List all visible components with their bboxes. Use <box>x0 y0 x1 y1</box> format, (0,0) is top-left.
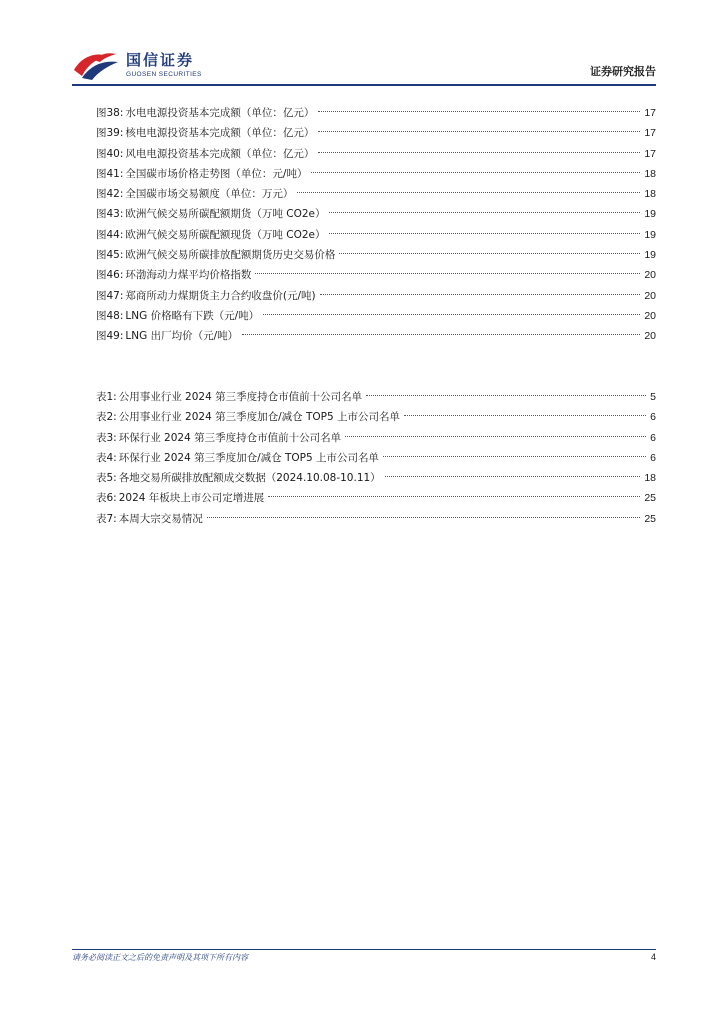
figure-entry-title: 核电电源投资基本完成额（单位：亿元） <box>125 127 315 140</box>
figure-entry-page: 20 <box>644 309 656 322</box>
table-entry-label: 表6: <box>96 492 117 505</box>
figure-entry[interactable] <box>96 123 656 143</box>
table-entry-title: 公用事业行业 2024 第三季度加仓/减仓 TOP5 上市公司名单 <box>118 411 401 424</box>
table-entry[interactable] <box>96 509 656 529</box>
figure-entry-title: LNG 出厂均价（元/吨） <box>125 330 239 343</box>
dot-leader <box>385 476 641 477</box>
figure-entry-page: 19 <box>644 249 656 262</box>
dot-leader <box>404 415 646 416</box>
dot-leader <box>345 436 646 437</box>
table-entry-title: 各地交易所碳排放配额成交数据（2024.10.08-10.11） <box>118 472 381 485</box>
figure-entry-page: 18 <box>644 167 656 180</box>
figure-entry-label: 图40: <box>96 147 124 160</box>
figure-entry-label: 图41: <box>96 167 124 180</box>
table-entry-page: 6 <box>650 431 656 444</box>
figure-entry[interactable] <box>96 204 656 224</box>
figure-entry-title: 全国碳市场价格走势图（单位：元/吨） <box>125 167 308 180</box>
figure-entry-label: 图38: <box>96 107 124 119</box>
figure-entry-label: 图49: <box>96 330 124 343</box>
page-header <box>72 50 656 84</box>
dot-leader <box>255 273 640 274</box>
company-logo <box>72 50 202 82</box>
figure-entry-page: 20 <box>644 269 656 282</box>
table-entry-page: 25 <box>644 512 656 525</box>
figure-entry-page: 17 <box>644 127 656 140</box>
dot-leader <box>311 172 640 173</box>
table-entry[interactable] <box>96 428 656 448</box>
table-entry-label: 表4: <box>96 451 117 464</box>
figure-entry[interactable] <box>96 286 656 306</box>
figure-entry[interactable] <box>96 306 656 326</box>
dot-leader <box>207 517 641 518</box>
figure-entry-label: 图43: <box>96 208 124 221</box>
table-entry-title: 公用事业行业 2024 第三季度持仓市值前十公司名单 <box>118 391 363 403</box>
footer-divider <box>72 949 656 950</box>
table-entry-title: 环保行业 2024 第三季度持仓市值前十公司名单 <box>118 431 342 444</box>
dot-leader <box>297 192 640 193</box>
table-entry-label: 表1: <box>96 391 117 403</box>
dot-leader <box>263 314 640 315</box>
figure-entry[interactable] <box>96 265 656 285</box>
figure-entry-page: 17 <box>644 147 656 160</box>
figure-entry-page: 17 <box>644 107 656 119</box>
figure-entry-title: 风电电源投资基本完成额（单位：亿元） <box>125 147 315 160</box>
logo-chinese-name: 国信证券 <box>126 51 195 69</box>
figure-entry[interactable] <box>96 225 656 245</box>
figure-entry[interactable] <box>96 245 656 265</box>
dot-leader <box>329 212 640 213</box>
figure-entry-page: 19 <box>644 228 656 241</box>
table-entry-page: 6 <box>650 451 656 464</box>
figure-entry-title: 水电电源投资基本完成额（单位：亿元） <box>125 107 315 119</box>
dot-leader <box>339 253 640 254</box>
dot-leader <box>320 294 641 295</box>
table-entry-label: 表5: <box>96 472 117 485</box>
figure-entry-title: 欧洲气候交易所碳配额期货（万吨 CO2e） <box>125 208 326 221</box>
table-entry-label: 表2: <box>96 411 117 424</box>
figure-entry-title: 郑商所动力煤期货主力合约收盘价(元/吨) <box>125 289 316 302</box>
figure-entry-page: 20 <box>644 330 656 343</box>
dot-leader <box>318 152 640 153</box>
figure-entry-label: 图48: <box>96 309 124 322</box>
page-number: 4 <box>650 952 656 962</box>
figure-entry-title: 全国碳市场交易额度（单位：万元） <box>125 188 294 201</box>
figure-list <box>96 103 656 347</box>
table-entry[interactable] <box>96 407 656 427</box>
table-entry[interactable] <box>96 468 656 488</box>
header-divider <box>72 84 656 86</box>
figure-entry-title: 欧洲气候交易所碳排放配额期货历史交易价格 <box>125 249 336 262</box>
figure-entry-title: 环渤海动力煤平均价格指数 <box>125 269 252 282</box>
figure-entry[interactable] <box>96 103 656 123</box>
dot-leader <box>383 456 646 457</box>
report-type-label: 证券研究报告 <box>590 65 656 78</box>
figure-entry[interactable] <box>96 184 656 204</box>
figure-entry[interactable] <box>96 144 656 164</box>
table-entry-label: 表3: <box>96 431 117 444</box>
figure-entry-label: 图44: <box>96 228 124 241</box>
figure-entry-label: 图39: <box>96 127 124 140</box>
figure-entry-page: 20 <box>644 289 656 302</box>
figure-entry-page: 18 <box>644 188 656 201</box>
table-entry-page: 5 <box>650 391 656 403</box>
logo-english-name: GUOSEN SECURITIES <box>126 71 202 78</box>
table-entry[interactable] <box>96 448 656 468</box>
disclaimer-note: 请务必阅读正文之后的免责声明及其项下所有内容 <box>72 953 248 962</box>
dot-leader <box>268 496 640 497</box>
dot-leader <box>329 233 640 234</box>
table-list <box>96 387 656 529</box>
dot-leader <box>242 334 640 335</box>
figure-entry[interactable] <box>96 326 656 346</box>
figure-entry-label: 图47: <box>96 289 124 302</box>
figure-entry-page: 19 <box>644 208 656 221</box>
figure-entry-title: 欧洲气候交易所碳配额现货（万吨 CO2e） <box>125 228 326 241</box>
figure-entry[interactable] <box>96 164 656 184</box>
dot-leader <box>318 131 640 132</box>
table-entry-page: 18 <box>644 472 656 485</box>
figure-entry-title: LNG 价格略有下跌（元/吨） <box>125 309 260 322</box>
table-entry-title: 本周大宗交易情况 <box>118 512 203 525</box>
table-entry[interactable] <box>96 387 656 407</box>
table-entry[interactable] <box>96 488 656 508</box>
dot-leader <box>366 395 646 396</box>
table-entry-title: 环保行业 2024 第三季度加仓/减仓 TOP5 上市公司名单 <box>118 451 380 464</box>
table-entry-page: 25 <box>644 492 656 505</box>
table-entry-title: 2024 年板块上市公司定增进展 <box>118 492 265 505</box>
figure-entry-label: 图45: <box>96 249 124 262</box>
guosen-logo-icon <box>72 50 120 82</box>
figure-entry-label: 图42: <box>96 188 124 201</box>
table-entry-page: 6 <box>650 411 656 424</box>
dot-leader <box>318 111 640 112</box>
table-entry-label: 表7: <box>96 512 117 525</box>
figure-entry-label: 图46: <box>96 269 124 282</box>
